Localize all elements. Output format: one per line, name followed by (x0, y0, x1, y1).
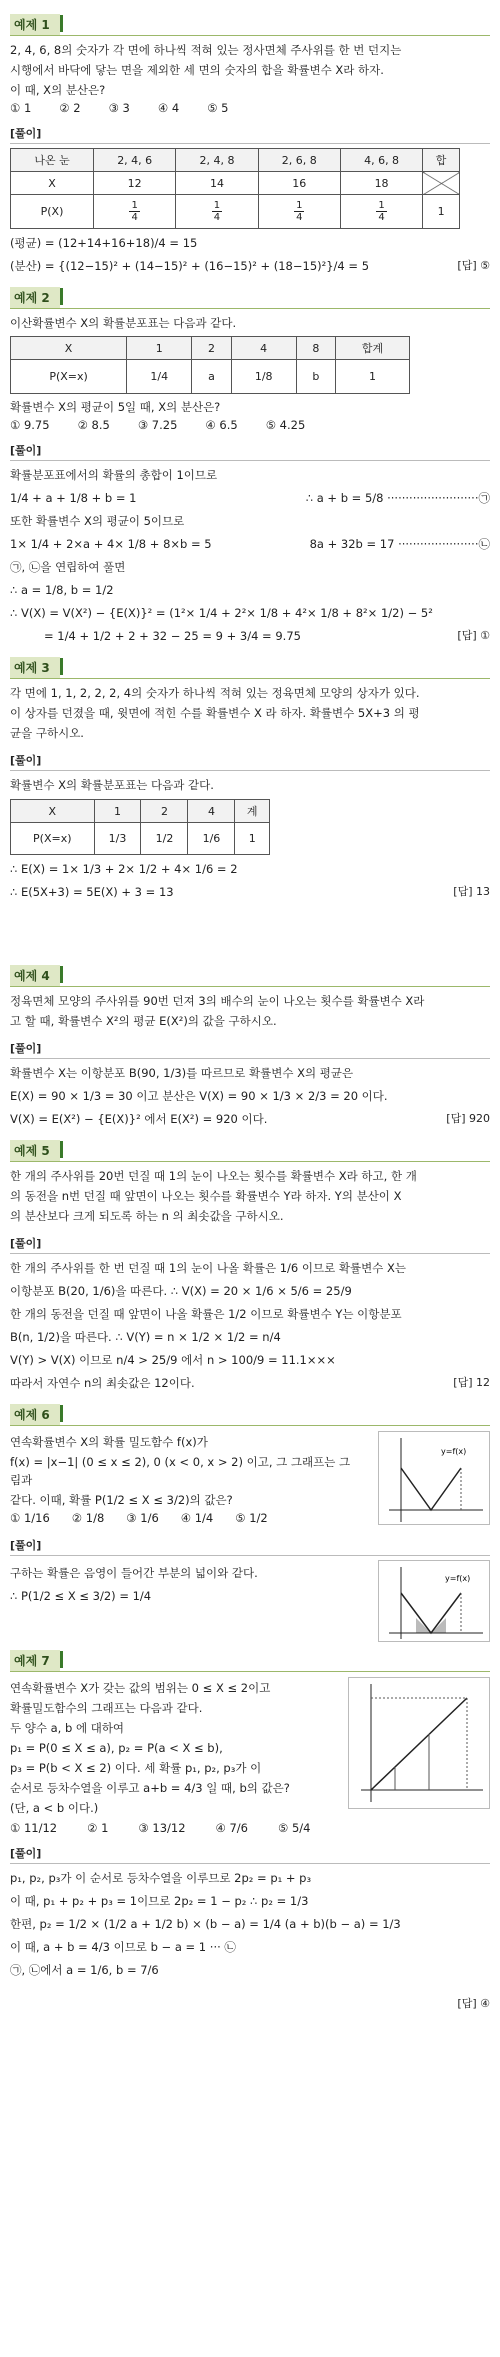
table-cell: X (11, 172, 94, 195)
solution-heading: [풀이] (10, 1539, 42, 1552)
table-cell: 16 (258, 172, 340, 195)
table-header: 2 (141, 800, 188, 823)
table-header: X (11, 800, 95, 823)
solution-line: 이 때, a + b = 4/3 이므로 b − a = 1 ··· ㉡ (10, 1940, 236, 1954)
pdf-curve (401, 1593, 461, 1633)
table-cell: 1 (423, 195, 460, 229)
choice: ⑤ 4.25 (265, 418, 306, 432)
solution-line: 1/4 + a + 1/8 + b = 1 ∴ a + b = 5/8 ·························㉠ (10, 491, 490, 505)
answer: [답] ① (457, 629, 490, 642)
solution-line: 한 개의 주사위를 한 번 던질 때 1의 눈이 나올 확률은 1/6 이므로 확률변수 X는 (10, 1261, 406, 1275)
curve-label: y=f(x) (445, 1574, 471, 1583)
question-text: 이산확률변수 X의 확률분포표는 다음과 같다. (10, 316, 237, 330)
choice: ④ 6.5 (205, 418, 238, 432)
choice: ③ 7.25 (137, 418, 178, 432)
table-cell: P(X) (11, 195, 94, 229)
answer-choices (10, 1821, 490, 1835)
question-row (10, 1677, 490, 1819)
solution-line: ㉠, ㉡을 연립하여 풀면 (10, 560, 126, 574)
table-header: 4 (231, 337, 296, 360)
table-header: 2, 4, 8 (176, 149, 258, 172)
answer-choices (10, 1511, 360, 1525)
table-cell: b (296, 360, 335, 394)
answer: [답] 13 (453, 885, 490, 898)
answer: [답] 920 (446, 1112, 490, 1125)
question-text: 이 때, X의 분산은? (10, 83, 106, 97)
question-text: 고 할 때, 확률변수 X²의 평균 E(X²)의 값을 구하시오. (10, 1014, 277, 1028)
question-text: f(x) = |x−1| (0 ≤ x ≤ 2), 0 (x < 0, x > 2) 이고, 그 그래프는 그림과 (10, 1455, 351, 1487)
solution-row (10, 1560, 490, 1642)
choice: ③ 3 (108, 101, 130, 115)
table-header: 합 (423, 149, 460, 172)
answer: [답] 12 (453, 1376, 490, 1389)
divider (10, 1058, 490, 1059)
solution-line: V(Y) > V(X) 이므로 n/4 > 25/9 에서 n > 100/9 = 11.1××× (10, 1353, 336, 1367)
table-header: 4 (188, 800, 235, 823)
distribution-table (10, 336, 410, 394)
choice: ④ 7/6 (215, 1821, 248, 1835)
question-text: 확률밀도함수의 그래프는 다음과 같다. (10, 1701, 203, 1715)
table-header: 나온 눈 (11, 149, 94, 172)
solution-heading: [풀이] (10, 444, 42, 457)
choice: ① 1/16 (10, 1511, 50, 1525)
solution-heading: [풀이] (10, 1042, 42, 1055)
solution-line: = 1/4 + 1/2 + 2 + 32 − 25 = 9 + 3/4 = 9.75 [답] ① (10, 626, 490, 646)
pdf-curve (401, 1468, 461, 1510)
table-cell: 1 (235, 823, 270, 855)
table-cell: 12 (94, 172, 176, 195)
choice: ③ 1/6 (126, 1511, 159, 1525)
spacer (10, 905, 490, 957)
solution-line: ∴ P(1/2 ≤ X ≤ 3/2) = 1/4 (10, 1589, 152, 1603)
question-text: 두 양수 a, b 에 대하여 (10, 1721, 125, 1735)
worksheet (10, 0, 490, 2010)
solution-line: ㉠, ㉡에서 a = 1/6, b = 7/6 (10, 1963, 159, 1977)
question-text: 연속확률변수 X의 확률 밀도함수 f(x)가 (10, 1435, 208, 1449)
question-text: 2, 4, 6, 8의 숫자가 각 면에 하나씩 적혀 있는 정사면체 주사위를 한 번 던지는 (10, 43, 402, 57)
table-cell: 1/2 (141, 823, 188, 855)
divider (10, 678, 490, 679)
answer-choices (10, 418, 490, 432)
table-cell: $\frac{1}{4}$ (258, 195, 340, 229)
choice: ① 1 (10, 101, 32, 115)
example-3-heading: 예제 3 (10, 657, 60, 678)
choice: ⑤ 5/4 (278, 1821, 311, 1835)
table-cell: P(X=x) (11, 360, 127, 394)
solution-line: 확률변수 X의 확률분포표는 다음과 같다. (10, 778, 214, 792)
solution-heading: [풀이] (10, 127, 42, 140)
choice: ② 1/8 (71, 1511, 105, 1525)
table-header: 8 (296, 337, 335, 360)
divider (10, 1671, 490, 1672)
question-text: p₁ = P(0 ≤ X ≤ a), p₂ = P(a < X ≤ b), (10, 1741, 223, 1755)
table-header: 1 (127, 337, 192, 360)
table-cell: $\frac{1}{4}$ (340, 195, 422, 229)
solution-line: E(X) = 90 × 1/3 = 30 이고 분산은 V(X) = 90 × 1/3 × 2/3 = 20 이다. (10, 1089, 388, 1103)
table-cell: a (192, 360, 231, 394)
table-cell: $\frac{1}{4}$ (176, 195, 258, 229)
table-header: 2 (192, 337, 231, 360)
solution-line: 이항분포 B(20, 1/6)을 따른다. ∴ V(X) = 20 × 1/6 × 5/6 = 25/9 (10, 1284, 352, 1298)
table-header: 1 (94, 800, 141, 823)
question-text: 한 개의 주사위를 20번 던질 때 1의 눈이 나오는 횟수를 확률변수 X라 하고, 한 개 (10, 1169, 417, 1183)
choice: ② 2 (59, 101, 81, 115)
choice: ⑤ 1/2 (235, 1511, 268, 1525)
question-text: 정육면체 모양의 주사위를 90번 던져 3의 배수의 눈이 나오는 횟수를 확률변수 X라 (10, 994, 425, 1008)
table-cell: 14 (176, 172, 258, 195)
table-cell-crossed (423, 172, 460, 195)
table-header: 2, 4, 6 (94, 149, 176, 172)
divider (10, 460, 490, 461)
solution-heading: [풀이] (10, 1237, 42, 1250)
question-text: 연속확률변수 X가 갖는 값의 범위는 0 ≤ X ≤ 2이고 (10, 1681, 271, 1695)
pdf-graph (378, 1431, 490, 1525)
table-cell: P(X=x) (11, 823, 95, 855)
table-cell: 1/4 (127, 360, 192, 394)
table-header: 2, 6, 8 (258, 149, 340, 172)
solution-line: V(X) = E(X²) − {E(X)}² 에서 E(X²) = 920 이다. [답] 920 (10, 1109, 490, 1129)
distribution-table (10, 148, 460, 229)
divider (10, 308, 490, 309)
answer-choices (10, 101, 490, 115)
table-header: 합계 (335, 337, 409, 360)
question-text: 각 면에 1, 1, 2, 2, 2, 4의 숫자가 하나씩 적혀 있는 정육면체 모양의 상자가 있다. (10, 686, 420, 700)
solution-line: 따라서 자연수 n의 최솟값은 12이다. [답] 12 (10, 1373, 490, 1393)
pdf-line-graph (348, 1677, 490, 1809)
pdf-line (371, 1698, 467, 1790)
question-text: (단, a < b 이다.) (10, 1801, 99, 1815)
choice: ① 11/12 (10, 1821, 58, 1835)
question-text: p₃ = P(b < X ≤ 2) 이다. 세 확률 p₁, p₂, p₃가 이 (10, 1761, 262, 1775)
table-cell: 1/6 (188, 823, 235, 855)
choice: ③ 13/12 (138, 1821, 186, 1835)
divider (10, 143, 490, 144)
question-text: 균을 구하시오. (10, 726, 84, 740)
table-header: 계 (235, 800, 270, 823)
table-header: X (11, 337, 127, 360)
question-text: 확률변수 X의 평균이 5일 때, X의 분산은? (10, 400, 221, 414)
solution-line: 1× 1/4 + 2×a + 4× 1/8 + 8×b = 5 8a + 32b = 17 ······················㉡ (10, 537, 490, 551)
question-row (10, 1431, 490, 1527)
solution-line: 구하는 확률은 음영이 들어간 부분의 넓이와 같다. (10, 1566, 258, 1580)
choice: ② 1 (87, 1821, 109, 1835)
divider (10, 35, 490, 36)
solution-line: B(n, 1/2)을 따른다. ∴ V(Y) = n × 1/2 × 1/2 = n/4 (10, 1330, 281, 1344)
choice: ① 9.75 (10, 418, 50, 432)
question-text: 의 동전을 n번 던질 때 앞면이 나오는 횟수를 확률변수 Y라 하자. Y의 분산이 X (10, 1189, 402, 1203)
choice: ② 8.5 (77, 418, 110, 432)
variance-formula: (분산) = {(12−15)² + (14−15)² + (16−15)² + (18−15)²}/4 = 5 [답] ⑤ (10, 256, 490, 276)
distribution-table (10, 799, 270, 855)
choice: ④ 4 (157, 101, 180, 115)
solution-line: 또한 확률변수 X의 평균이 5이므로 (10, 514, 185, 528)
divider (10, 1425, 490, 1426)
divider (10, 1253, 490, 1254)
choice: ④ 1/4 (180, 1511, 214, 1525)
solution-line: ∴ V(X) = V(X²) − {E(X)}² = (1²× 1/4 + 2²× 1/8 + 4²× 1/8 + 8²× 1/2) − 5² (10, 606, 433, 620)
table-cell: $\frac{1}{4}$ (94, 195, 176, 229)
solution-line: 확률변수 X는 이항분포 B(90, 1/3)를 따르므로 확률변수 X의 평균은 (10, 1066, 354, 1080)
solution-line: 한편, p₂ = 1/2 × (1/2 a + 1/2 b) × (b − a) = 1/4 (a + b)(b − a) = 1/3 (10, 1917, 401, 1931)
example-1-heading: 예제 1 (10, 14, 60, 35)
divider (10, 1555, 490, 1556)
table-header: 4, 6, 8 (340, 149, 422, 172)
choice: ⑤ 5 (207, 101, 229, 115)
solution-line: ∴ E(5X+3) = 5E(X) + 3 = 13 [답] 13 (10, 882, 490, 902)
divider (10, 1863, 490, 1864)
example-2-heading: 예제 2 (10, 287, 60, 308)
question-text: 순서로 등차수열을 이루고 a+b = 4/3 일 때, b의 값은? (10, 1781, 290, 1795)
question-text: 시행에서 바닥에 닿는 면을 제외한 세 면의 숫자의 합을 확률변수 X라 하자. (10, 63, 384, 77)
example-5-heading: 예제 5 (10, 1140, 60, 1161)
solution-line: ∴ E(X) = 1× 1/3 + 2× 1/2 + 4× 1/6 = 2 (10, 862, 238, 876)
solution-line: 한 개의 동전을 던질 때 앞면이 나올 확률은 1/2 이므로 확률변수 Y는 이항분포 (10, 1307, 402, 1321)
solution-heading: [풀이] (10, 1847, 42, 1860)
answer: [답] ⑤ (457, 259, 490, 272)
example-7-heading: 예제 7 (10, 1650, 60, 1671)
shaded-pdf-graph (378, 1560, 490, 1642)
mean-formula: (평균) = (12+14+16+18)/4 = 15 (10, 236, 198, 250)
answer: [답] ④ (457, 1997, 490, 2010)
divider (10, 1161, 490, 1162)
question-text: 의 분산보다 크게 되도록 하는 n 의 최솟값을 구하시오. (10, 1209, 284, 1223)
table-cell: 1/8 (231, 360, 296, 394)
table-cell: 1 (335, 360, 409, 394)
table-cell: 1/3 (94, 823, 141, 855)
solution-heading: [풀이] (10, 754, 42, 767)
divider (10, 986, 490, 987)
solution-line: 이 때, p₁ + p₂ + p₃ = 1이므로 2p₂ = 1 − p₂ ∴ p₂ = 1/3 (10, 1894, 309, 1908)
question-text: 이 상자를 던졌을 때, 윗면에 적힌 수를 확률변수 X 라 하자. 확률변수 5X+3 의 평 (10, 706, 420, 720)
example-4-heading: 예제 4 (10, 965, 60, 986)
solution-line: ∴ a = 1/8, b = 1/2 (10, 583, 114, 597)
example-6-heading: 예제 6 (10, 1404, 60, 1425)
curve-label: y=f(x) (441, 1447, 467, 1456)
table-cell: 18 (340, 172, 422, 195)
solution-line: p₁, p₂, p₃가 이 순서로 등차수열을 이루므로 2p₂ = p₁ + p₃ (10, 1871, 312, 1885)
question-text: 같다. 이때, 확률 P(1/2 ≤ X ≤ 3/2)의 값은? (10, 1493, 233, 1507)
divider (10, 770, 490, 771)
solution-line: 확률분포표에서의 확률의 총합이 1이므로 (10, 468, 218, 482)
